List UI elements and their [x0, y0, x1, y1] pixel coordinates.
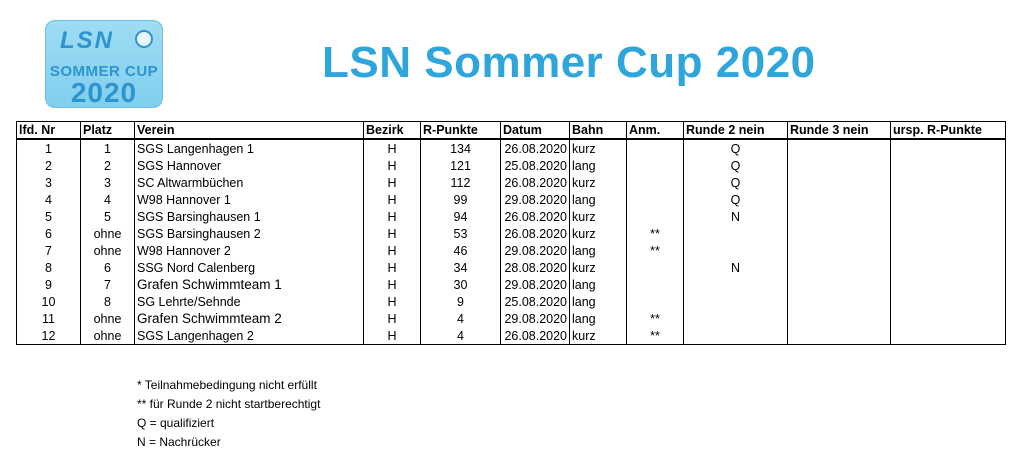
- cell-datum: 25.08.2020: [501, 157, 570, 174]
- table-row: [17, 139, 1006, 157]
- cell-bahn: kurz: [570, 208, 627, 225]
- cell-runde-3-nein: [788, 259, 891, 276]
- cell-ursp-r-punkte: [891, 310, 1006, 327]
- cell-bezirk: H: [364, 242, 421, 259]
- cell-bahn: kurz: [570, 174, 627, 191]
- cell-r-punkte: 53: [421, 225, 501, 242]
- cell-platz: ohne: [81, 310, 135, 327]
- cell-verein: Grafen Schwimmteam 1: [135, 276, 364, 293]
- cell-lfd-nr: 1: [17, 139, 81, 157]
- cell-r-punkte: 99: [421, 191, 501, 208]
- header-verein: Verein: [135, 122, 364, 140]
- cell-runde-2-nein: N: [684, 259, 788, 276]
- header-bahn: Bahn: [570, 122, 627, 140]
- cell-bahn: kurz: [570, 259, 627, 276]
- table-row: [17, 242, 1006, 259]
- cell-r-punkte: 134: [421, 139, 501, 157]
- footnote-item: N = Nachrücker: [137, 435, 221, 449]
- cell-anm: **: [627, 225, 684, 242]
- logo-line1: SOMMER CUP: [49, 63, 159, 80]
- cell-lfd-nr: 2: [17, 157, 81, 174]
- cell-bahn: kurz: [570, 139, 627, 157]
- cell-verein: SGS Langenhagen 1: [135, 139, 364, 157]
- cell-ursp-r-punkte: [891, 327, 1006, 345]
- cell-runde-3-nein: [788, 242, 891, 259]
- cell-verein: W98 Hannover 1: [135, 191, 364, 208]
- cell-runde-2-nein: [684, 327, 788, 345]
- table-row: [17, 276, 1006, 293]
- cell-bahn: kurz: [570, 327, 627, 345]
- cell-verein: W98 Hannover 2: [135, 242, 364, 259]
- cell-lfd-nr: 3: [17, 174, 81, 191]
- header-r-punkte: R-Punkte: [421, 122, 501, 140]
- cell-bahn: lang: [570, 157, 627, 174]
- cell-datum: 29.08.2020: [501, 276, 570, 293]
- cell-r-punkte: 121: [421, 157, 501, 174]
- cell-verein: SC Altwarmbüchen: [135, 174, 364, 191]
- cell-anm: [627, 174, 684, 191]
- logo-mark: LSN: [60, 27, 114, 54]
- footnote-item: Q = qualifiziert: [137, 416, 215, 430]
- ball-icon: [135, 30, 153, 48]
- cell-bahn: lang: [570, 310, 627, 327]
- cell-bezirk: H: [364, 157, 421, 174]
- cell-platz: 6: [81, 259, 135, 276]
- cell-runde-2-nein: Q: [684, 139, 788, 157]
- cell-lfd-nr: 5: [17, 208, 81, 225]
- cell-ursp-r-punkte: [891, 276, 1006, 293]
- cell-bahn: lang: [570, 242, 627, 259]
- cell-runde-2-nein: [684, 310, 788, 327]
- cell-platz: 3: [81, 174, 135, 191]
- header-lfd-nr: lfd. Nr: [17, 122, 81, 140]
- cell-r-punkte: 34: [421, 259, 501, 276]
- cell-platz: 7: [81, 276, 135, 293]
- cell-verein: SSG Nord Calenberg: [135, 259, 364, 276]
- cell-verein: SGS Hannover: [135, 157, 364, 174]
- cell-runde-3-nein: [788, 276, 891, 293]
- cell-platz: ohne: [81, 225, 135, 242]
- table-row: [17, 327, 1006, 345]
- cell-ursp-r-punkte: [891, 225, 1006, 242]
- table-row: [17, 174, 1006, 191]
- footnotes: [137, 376, 320, 452]
- cell-platz: 4: [81, 191, 135, 208]
- cell-ursp-r-punkte: [891, 157, 1006, 174]
- cell-verein: SG Lehrte/Sehnde: [135, 293, 364, 310]
- cell-datum: 26.08.2020: [501, 225, 570, 242]
- cell-ursp-r-punkte: [891, 259, 1006, 276]
- header-platz: Platz: [81, 122, 135, 140]
- cell-datum: 29.08.2020: [501, 310, 570, 327]
- table-row: [17, 208, 1006, 225]
- header-bezirk: Bezirk: [364, 122, 421, 140]
- cell-runde-3-nein: [788, 225, 891, 242]
- cell-bahn: lang: [570, 191, 627, 208]
- cell-runde-3-nein: [788, 310, 891, 327]
- cell-bezirk: H: [364, 174, 421, 191]
- cell-r-punkte: 4: [421, 327, 501, 345]
- cell-runde-3-nein: [788, 293, 891, 310]
- cell-verein: SGS Barsinghausen 2: [135, 225, 364, 242]
- cell-runde-2-nein: [684, 225, 788, 242]
- cell-lfd-nr: 11: [17, 310, 81, 327]
- cell-verein: SGS Langenhagen 2: [135, 327, 364, 345]
- cell-runde-2-nein: [684, 276, 788, 293]
- cell-bezirk: H: [364, 259, 421, 276]
- cell-bezirk: H: [364, 191, 421, 208]
- cell-ursp-r-punkte: [891, 293, 1006, 310]
- cell-lfd-nr: 10: [17, 293, 81, 310]
- cell-verein: Grafen Schwimmteam 2: [135, 310, 364, 327]
- results-table: [16, 121, 1006, 345]
- cell-anm: **: [627, 310, 684, 327]
- cell-runde-2-nein: [684, 242, 788, 259]
- table-row: [17, 191, 1006, 208]
- cell-lfd-nr: 12: [17, 327, 81, 345]
- cell-runde-2-nein: Q: [684, 157, 788, 174]
- header-ursp-r-punkte: ursp. R-Punkte: [891, 122, 1006, 140]
- cell-r-punkte: 30: [421, 276, 501, 293]
- cell-bahn: kurz: [570, 225, 627, 242]
- cell-anm: [627, 259, 684, 276]
- footnote-item: ** für Runde 2 nicht startberechtigt: [137, 397, 321, 411]
- page-title: LSN Sommer Cup 2020: [322, 38, 816, 87]
- cell-ursp-r-punkte: [891, 208, 1006, 225]
- cell-bezirk: H: [364, 208, 421, 225]
- cell-platz: 1: [81, 139, 135, 157]
- cell-lfd-nr: 9: [17, 276, 81, 293]
- cell-bezirk: H: [364, 310, 421, 327]
- logo: [45, 20, 163, 108]
- cell-bezirk: H: [364, 225, 421, 242]
- cell-datum: 25.08.2020: [501, 293, 570, 310]
- cell-lfd-nr: 4: [17, 191, 81, 208]
- cell-ursp-r-punkte: [891, 174, 1006, 191]
- cell-platz: 5: [81, 208, 135, 225]
- cell-ursp-r-punkte: [891, 139, 1006, 157]
- cell-r-punkte: 94: [421, 208, 501, 225]
- cell-runde-3-nein: [788, 174, 891, 191]
- cell-ursp-r-punkte: [891, 242, 1006, 259]
- cell-r-punkte: 46: [421, 242, 501, 259]
- cell-platz: 2: [81, 157, 135, 174]
- cell-verein: SGS Barsinghausen 1: [135, 208, 364, 225]
- cell-lfd-nr: 8: [17, 259, 81, 276]
- table-row: [17, 293, 1006, 310]
- cell-anm: [627, 293, 684, 310]
- cell-runde-3-nein: [788, 139, 891, 157]
- cell-runde-3-nein: [788, 208, 891, 225]
- cell-datum: 26.08.2020: [501, 174, 570, 191]
- cell-anm: [627, 157, 684, 174]
- cell-anm: [627, 208, 684, 225]
- cell-lfd-nr: 6: [17, 225, 81, 242]
- cell-bezirk: H: [364, 327, 421, 345]
- cell-datum: 26.08.2020: [501, 208, 570, 225]
- table-row: [17, 259, 1006, 276]
- cell-anm: [627, 276, 684, 293]
- cell-runde-3-nein: [788, 157, 891, 174]
- cell-runde-2-nein: [684, 293, 788, 310]
- header-runde-2-nein: Runde 2 nein: [684, 122, 788, 140]
- cell-r-punkte: 112: [421, 174, 501, 191]
- cell-runde-3-nein: [788, 191, 891, 208]
- cell-bahn: lang: [570, 276, 627, 293]
- cell-runde-2-nein: Q: [684, 191, 788, 208]
- cell-lfd-nr: 7: [17, 242, 81, 259]
- table-row: [17, 310, 1006, 327]
- table-row: [17, 157, 1006, 174]
- header-datum: Datum: [501, 122, 570, 140]
- logo-line2: 2020: [70, 77, 138, 108]
- cell-platz: ohne: [81, 242, 135, 259]
- cell-datum: 29.08.2020: [501, 242, 570, 259]
- cell-bezirk: H: [364, 293, 421, 310]
- cell-datum: 29.08.2020: [501, 191, 570, 208]
- cell-datum: 26.08.2020: [501, 327, 570, 345]
- cell-bahn: lang: [570, 293, 627, 310]
- table-body: [17, 139, 1006, 345]
- cell-platz: ohne: [81, 327, 135, 345]
- cell-anm: **: [627, 327, 684, 345]
- cell-ursp-r-punkte: [891, 191, 1006, 208]
- cell-runde-2-nein: N: [684, 208, 788, 225]
- cell-runde-3-nein: [788, 327, 891, 345]
- cell-anm: [627, 191, 684, 208]
- cell-bezirk: H: [364, 276, 421, 293]
- cell-runde-2-nein: Q: [684, 174, 788, 191]
- footnote-item: * Teilnahmebedingung nicht erfüllt: [137, 378, 317, 392]
- header-runde-3-nein: Runde 3 nein: [788, 122, 891, 140]
- header-anm: Anm.: [627, 122, 684, 140]
- cell-anm: [627, 139, 684, 157]
- cell-platz: 8: [81, 293, 135, 310]
- table-header-row: [17, 122, 1006, 140]
- table-row: [17, 225, 1006, 242]
- cell-anm: **: [627, 242, 684, 259]
- cell-r-punkte: 4: [421, 310, 501, 327]
- cell-datum: 28.08.2020: [501, 259, 570, 276]
- cell-r-punkte: 9: [421, 293, 501, 310]
- cell-bezirk: H: [364, 139, 421, 157]
- cell-datum: 26.08.2020: [501, 139, 570, 157]
